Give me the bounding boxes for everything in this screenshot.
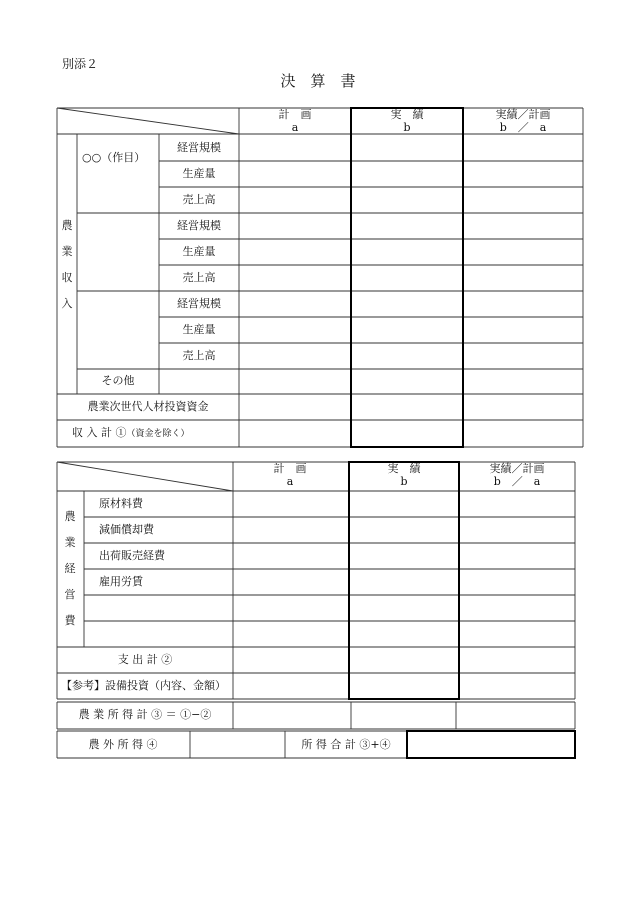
expense-actual-header: 実 績 xyxy=(387,462,421,475)
income-plan-header: 計 画 xyxy=(278,108,312,121)
expense-plan-header: 計 画 xyxy=(273,462,307,475)
row-output-1: 生産量 xyxy=(182,167,216,180)
row-capex-reference: 【参考】設備投資（内容、金額） xyxy=(61,679,226,692)
row-income-total: 収 入 計 ①（資金を除く） xyxy=(72,426,190,439)
expense-actual-sub: b xyxy=(400,475,408,488)
row-shipping-sales: 出荷販売経費 xyxy=(99,549,165,562)
expense-group-label: 農 業 経 営 費 xyxy=(64,510,76,627)
crop-name: ○○（作目） xyxy=(82,151,146,164)
row-depreciation: 減価償却費 xyxy=(99,523,154,536)
row-scale-3: 経営規模 xyxy=(177,297,221,310)
income-actual-header: 実 績 xyxy=(390,108,424,121)
row-scale-2: 経営規模 xyxy=(177,219,221,232)
row-sales-3: 売上高 xyxy=(182,349,216,362)
row-sales-1: 売上高 xyxy=(182,193,216,206)
row-labor: 雇用労賃 xyxy=(99,575,143,588)
attachment-label: 別添２ xyxy=(62,57,99,71)
row-materials: 原材料費 xyxy=(99,497,143,510)
farm-income-total: 農 業 所 得 計 ③ ＝ ①−② xyxy=(78,708,212,721)
expense-plan-sub: a xyxy=(286,475,294,488)
page-title: 決 算 書 xyxy=(280,72,356,90)
income-plan-sub: a xyxy=(291,121,299,134)
income-ratio-header: 実績／計画 xyxy=(495,108,551,121)
row-output-3: 生産量 xyxy=(182,323,216,336)
expense-ratio-sub: b ／ a xyxy=(493,475,541,488)
row-sales-2: 売上高 xyxy=(182,271,216,284)
row-subsidy: 農業次世代人材投資資金 xyxy=(87,400,209,413)
row-other: その他 xyxy=(101,374,135,387)
income-group-label: 農 業 収 入 xyxy=(61,219,73,310)
income-ratio-sub: b ／ a xyxy=(499,121,547,134)
off-farm-income: 農 外 所 得 ④ xyxy=(88,738,158,751)
row-expense-total: 支 出 計 ② xyxy=(117,653,173,666)
income-actual-sub: b xyxy=(403,121,411,134)
grand-income-total: 所 得 合 計 ③+④ xyxy=(301,738,391,751)
row-scale-1: 経営規模 xyxy=(177,141,221,154)
expense-ratio-header: 実績／計画 xyxy=(489,462,545,475)
row-output-2: 生産量 xyxy=(182,245,216,258)
